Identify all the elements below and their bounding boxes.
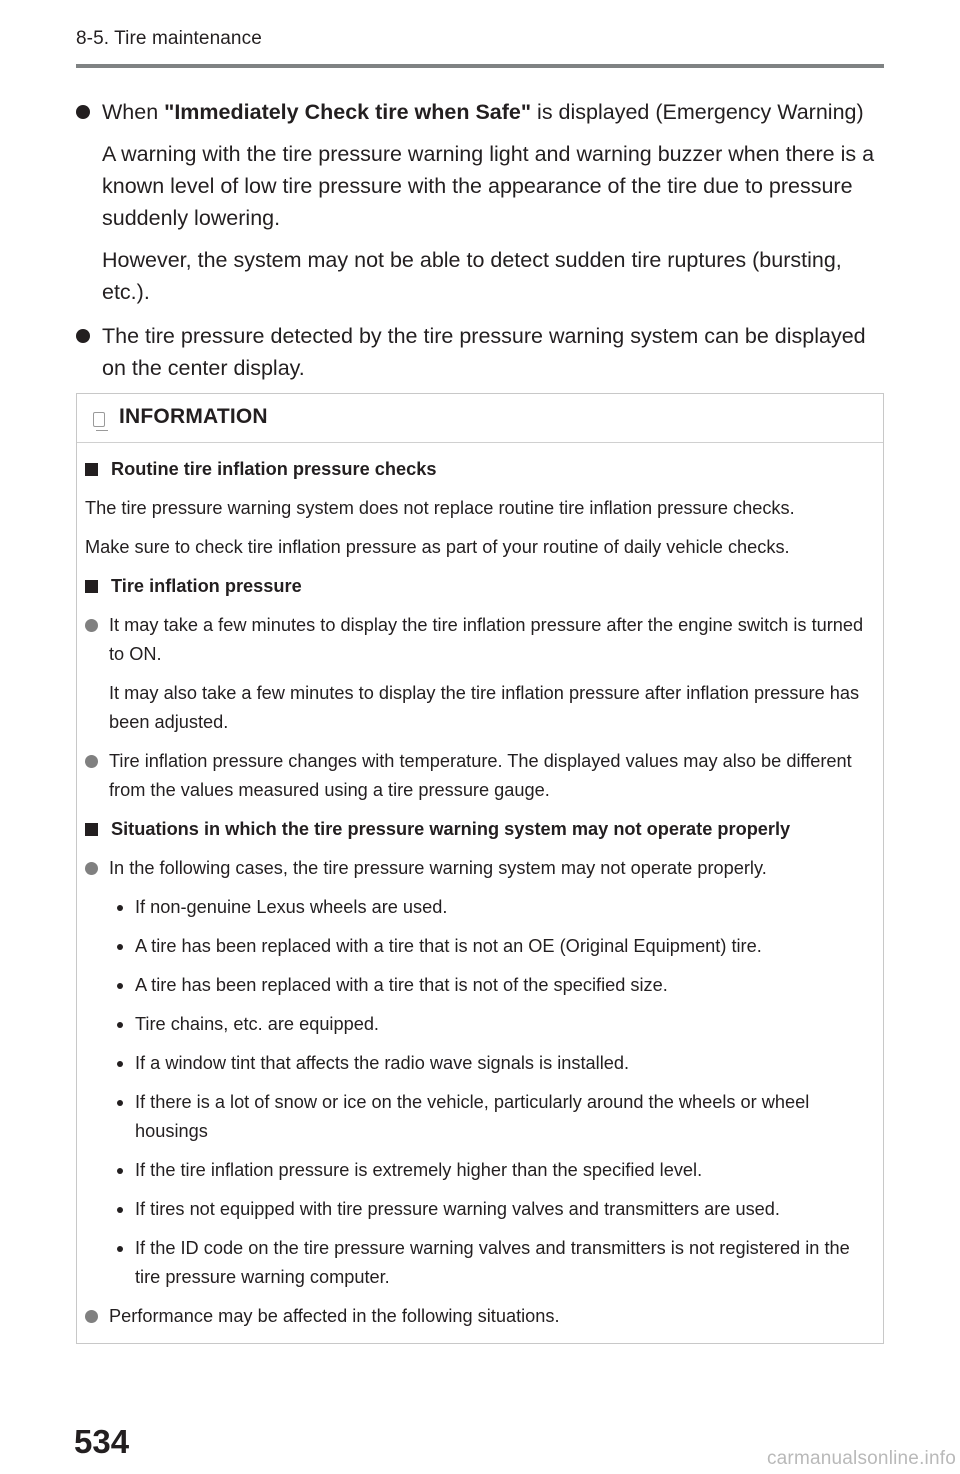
- info-paragraph: The tire pressure warning system does not replace routine tire inflation pressure checks.: [85, 498, 795, 518]
- main-content: [76, 96, 888, 396]
- list-item: [109, 971, 873, 1000]
- small-dot-icon: [117, 1168, 123, 1174]
- information-body: [77, 443, 883, 1331]
- gray-bullet-icon: [85, 862, 98, 875]
- list-item: [109, 1156, 873, 1185]
- bullet-center-display: [76, 320, 888, 384]
- bullet-emergency-warning: [76, 96, 888, 308]
- gray-bullet-icon: [85, 1310, 98, 1323]
- square-bullet-icon: [85, 823, 98, 836]
- page-number: 534: [74, 1423, 130, 1460]
- info-bullet-text: It may take a few minutes to display the tire inflation pressure after the engine switch is turned to ON.: [109, 615, 864, 664]
- list-item-text: If a window tint that affects the radio wave signals is installed.: [135, 1053, 630, 1073]
- info-bullet-text: Performance may be affected in the following situations.: [109, 1306, 560, 1326]
- list-item: [109, 1234, 873, 1292]
- section-heading-text: Situations in which the tire pressure warning system may not operate properly: [111, 819, 791, 839]
- list-item-text: If the tire inflation pressure is extremely higher than the specified level.: [135, 1160, 703, 1180]
- list-item-text: A tire has been replaced with a tire that is not of the specified size.: [135, 975, 668, 995]
- info-bullet: [85, 1302, 873, 1331]
- list-item: [109, 1010, 873, 1039]
- section-heading: [85, 455, 873, 484]
- bullet-dot-icon: [76, 329, 90, 343]
- list-item: [109, 1088, 873, 1146]
- list-item-text: Tire chains, etc. are equipped.: [135, 1014, 379, 1034]
- tail-text: is displayed (Emergency Warning): [531, 100, 864, 124]
- list-item-text: If non-genuine Lexus wheels are used.: [135, 897, 448, 917]
- gray-bullet-icon: [85, 619, 98, 632]
- small-dot-icon: [117, 1061, 123, 1067]
- conditions-list: [109, 893, 873, 1292]
- bullet-paragraph: A warning with the tire pressure warning light and warning buzzer when there is a known level of low tire pressure with the appearance of the tire due to pressure suddenly lowering.: [102, 142, 875, 230]
- info-bullet: [85, 611, 873, 737]
- small-dot-icon: [117, 944, 123, 950]
- info-bullet-text: Tire inflation pressure changes with temperature. The displayed values may also be different from the values measured using a tire pressure gauge.: [109, 751, 852, 800]
- small-dot-icon: [117, 1022, 123, 1028]
- bullet-lead-line: [102, 96, 888, 128]
- square-bullet-icon: [85, 463, 98, 476]
- section-heading: [85, 572, 873, 601]
- info-paragraph: Make sure to check tire inflation pressure as part of your routine of daily vehicle checks.: [85, 537, 790, 557]
- list-item-text: If the ID code on the tire pressure warning valves and transmitters is not registered in the tire pressure warning computer.: [135, 1238, 850, 1287]
- list-item-text: If there is a lot of snow or ice on the vehicle, particularly around the wheels or wheel housings: [135, 1092, 810, 1141]
- information-box: [76, 393, 884, 1344]
- small-dot-icon: [117, 983, 123, 989]
- information-title: INFORMATION: [119, 405, 268, 428]
- info-bullet-text: It may also take a few minutes to display the tire inflation pressure after inflation pressure has been adjusted.: [109, 683, 860, 732]
- information-header: [77, 394, 883, 443]
- small-dot-icon: [117, 1100, 123, 1106]
- list-item: [109, 932, 873, 961]
- note-icon: [93, 412, 105, 427]
- info-bullet: [85, 747, 873, 805]
- warning-message: "Immediately Check tire when Safe": [164, 100, 532, 124]
- header-divider: [76, 64, 884, 68]
- small-dot-icon: [117, 1207, 123, 1213]
- list-item: [109, 1195, 873, 1224]
- list-item: [109, 893, 873, 922]
- list-item: [109, 1049, 873, 1078]
- list-item-text: A tire has been replaced with a tire that is not an OE (Original Equipment) tire.: [135, 936, 762, 956]
- gray-bullet-icon: [85, 755, 98, 768]
- bullet-dot-icon: [76, 105, 90, 119]
- bullet-paragraph: However, the system may not be able to detect sudden tire ruptures (bursting, etc.).: [102, 248, 842, 304]
- section-title: 8-5. Tire maintenance: [76, 28, 262, 49]
- page-header: [76, 28, 884, 50]
- bullet-paragraph: The tire pressure detected by the tire pressure warning system can be displayed on the center display.: [102, 324, 866, 380]
- watermark: carmanualsonline.info: [766, 1448, 956, 1469]
- lead-text: When: [102, 100, 165, 124]
- square-bullet-icon: [85, 580, 98, 593]
- section-heading-text: Tire inflation pressure: [111, 576, 302, 596]
- small-dot-icon: [117, 905, 123, 911]
- section-heading-text: Routine tire inflation pressure checks: [111, 459, 437, 479]
- list-item-text: If tires not equipped with tire pressure warning valves and transmitters are used.: [135, 1199, 780, 1219]
- section-heading: [85, 815, 873, 844]
- info-bullet: [85, 854, 873, 1292]
- info-bullet-text: In the following cases, the tire pressure warning system may not operate properly.: [109, 858, 767, 878]
- small-dot-icon: [117, 1246, 123, 1252]
